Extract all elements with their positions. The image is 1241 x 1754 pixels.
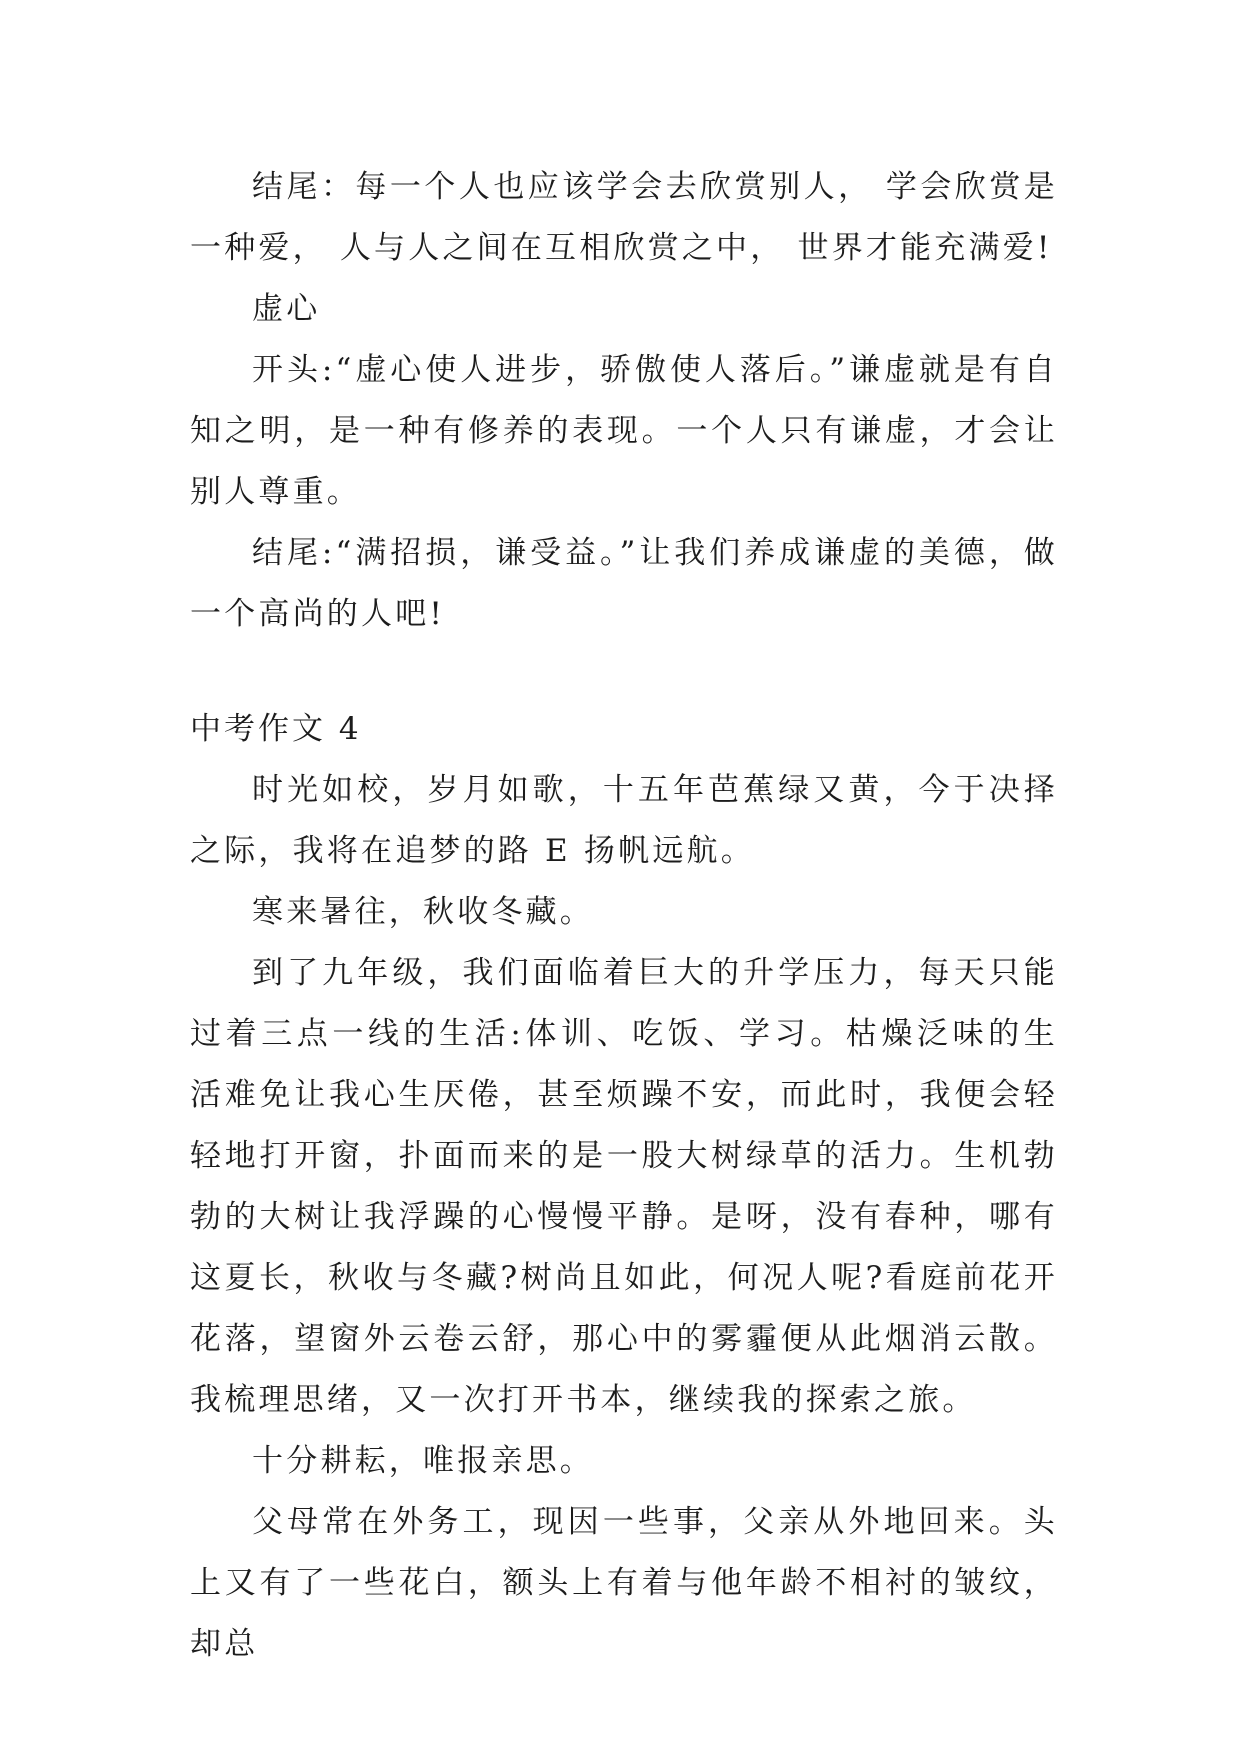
section-gap [190,645,1058,699]
paragraph-ending-appreciation: 结尾：每一个人也应该学会去欣赏别人， 学会欣赏是一种爱， 人与人之间在互相欣赏之中， 世界才能充满爱! [190,169,1058,266]
paragraph-opening-modesty: 开头:“虚心使人进步，骄傲使人落后。”谦虚就是有自知之明，是一种有修养的表现。一个人只有谦虚，才会让别人尊重。 [190,352,1058,510]
paragraph-ending-modesty: 结尾:“满招损，谦受益。”让我们养成谦虚的美德，做一个高尚的人吧! [190,535,1058,632]
essay-title: 中考作文 4 [190,711,362,747]
page-content [190,157,1058,1675]
essay-paragraph-4: 十分耕耘，唯报亲思。 [252,1443,594,1479]
essay-paragraph-3: 到了九年级，我们面临着巨大的升学压力，每天只能过着三点一线的生活:体训、吃饭、学习。枯燥泛味的生活难免让我心生厌倦，甚至烦躁不安，而此时，我便会轻轻地打开窗，扑面而来的是一股大树绿草的活力。生机勃勃的大树让我浮躁的心慢慢平静。是呀，没有春种，哪有这夏长，秋收与冬藏?树尚且如此，何况人呢?看庭前花开花落，望窗外云卷云舒，那心中的雾霾便从此烟消云散。我梳理思绪，又一次打开书本，继续我的探索之旅。 [190,955,1058,1418]
essay-paragraph-2: 寒来暑往，秋收冬藏。 [252,894,594,930]
essay-paragraph-5: 父母常在外务工，现因一些事，父亲从外地回来。头上又有了一些花白，额头上有着与他年龄不相衬的皱纹，却总 [190,1504,1058,1662]
paragraph-heading-modesty: 虚心 [252,291,321,327]
essay-paragraph-1: 时光如校，岁月如歌，十五年芭蕉绿又黄，今于决择之际，我将在追梦的路 E 扬帆远航。 [190,772,1058,869]
